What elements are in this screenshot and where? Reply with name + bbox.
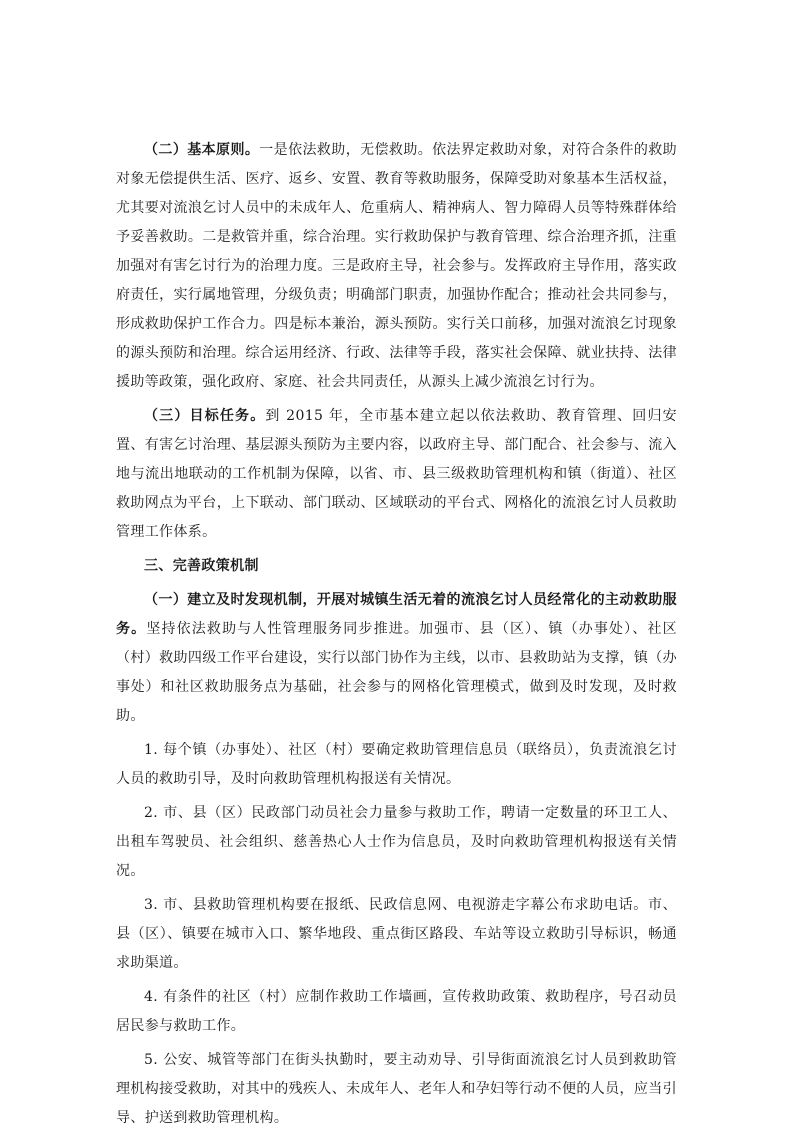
list-item-5: 5. 公安、城管等部门在街头执勤时，要主动劝导、引导街面流浪乞讨人员到救助管理机构接受救助，对其中的残疾人、未成年人、老年人和孕妇等行动不便的人员，应当引导、护送到救助管理机构。 [116, 1052, 677, 1126]
target-tasks-text: 到 2015 年，全市基本建立起以依法救助、教育管理、回归安置、有害乞讨治理、基层源头预防为主要内容，以政府主导、部门配合、社会参与、流入地与流出地联动的工作机制为保障，以省、市、县三级救助管理机构和镇（街道）、社区救助网点为平台，上下联动、部门联动、区域联动的平台式、网格化的流浪乞讨人员救助管理工作体系。 [116, 408, 677, 540]
list-item-2: 2. 市、县（区）民政部门动员社会力量参与救助工作，聘请一定数量的环卫工人、出租车驾驶员、社会组织、慈善热心人士作为信息员，及时向救助管理机构报送有关情况。 [116, 805, 677, 879]
paragraph-discovery-mechanism [116, 586, 677, 731]
paragraph-target-tasks [116, 402, 677, 547]
list-item-4: 4. 有条件的社区（村）应制作救助工作墙画，宣传救助政策、救助程序，号召动员居民参与救助工作。 [116, 989, 677, 1034]
section-3-title: 三、完善政策机制 [144, 558, 259, 574]
paragraph-basic-principles [116, 136, 677, 397]
list-item-3: 3. 市、县救助管理机构要在报纸、民政信息网、电视游走字幕公布求助电话。市、县（区）、镇要在城市入口、繁华地段、重点街区路段、车站等设立救助引导标识，畅通求助渠道。 [116, 897, 677, 971]
basic-principles-heading: （二）基本原则。 [144, 142, 260, 158]
basic-principles-text: 一是依法救助，无偿救助。依法界定救助对象，对符合条件的救助对象无偿提供生活、医疗、返乡、安置、教育等救助服务，保障受助对象基本生活权益，尤其要对流浪乞讨人员中的未成年人、危重病人、精神病人、智力障碍人员等特殊群体给予妥善救助。二是救管并重，综合治理。实行救助保护与教育管理、综合治理齐抓，注重加强对有害乞讨行为的治理力度。三是政府主导，社会参与。发挥政府主导作用，落实政府责任，实行属地管理，分级负责；明确部门职责，加强协作配合；推动社会共同参与，形成救助保护工作合力。四是标本兼治，源头预防。实行关口前移，加强对流浪乞讨现象的源头预防和治理。综合运用经济、行政、法律等手段，落实社会保障、就业扶持、法律援助等政策，强化政府、家庭、社会共同责任，从源头上减少流浪乞讨行为。 [116, 142, 677, 390]
target-tasks-heading: （三）目标任务。 [144, 408, 266, 424]
discovery-mechanism-text: 坚持依法救助与人性管理服务同步推进。加强市、县（区）、镇（办事处）、社区（村）救助四级工作平台建设，实行以部门协作为主线，以市、县救助站为支撑，镇（办事处）和社区救助服务点为基础，社会参与的网格化管理模式，做到及时发现，及时救助。 [116, 621, 677, 724]
discovery-mechanism-heading: （一）建立及时发现机制，开展对城镇生活无着的流浪乞讨人员经常化的主动救助服务。 [116, 592, 677, 637]
list-item-1: 1. 每个镇（办事处）、社区（村）要确定救助管理信息员（联络员），负责流浪乞讨人员的救助引导，及时向救助管理机构报送有关情况。 [116, 742, 677, 787]
